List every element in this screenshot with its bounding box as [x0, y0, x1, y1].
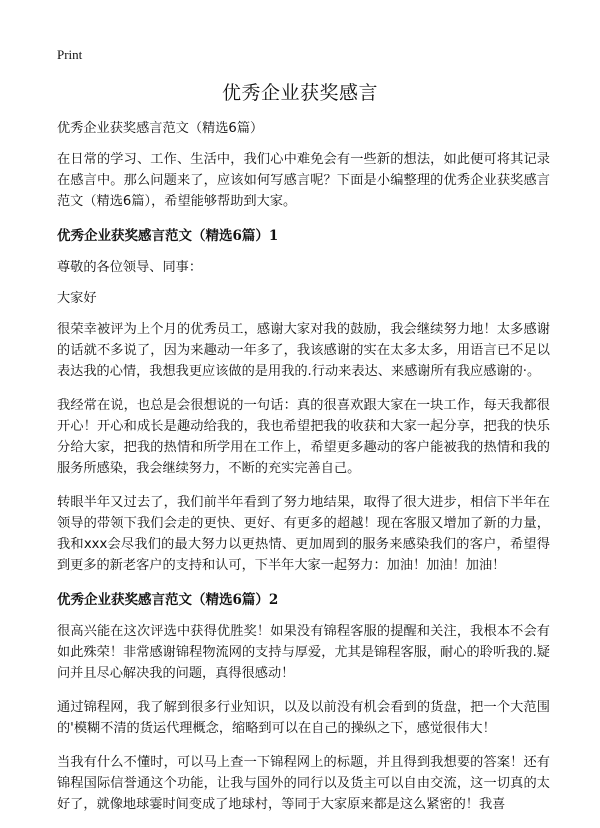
paragraph: 很荣幸被评为上个月的优秀员工，感谢大家对我的鼓励，我会继续努力地！太多感谢的话就不多说了，因为来趣动一年多了，我该感谢的实在太多太多，用语言已不足以表达我的心情，我想我更应该做的是用我的.行动来表达、来感谢所有我应感谢的·。: [57, 322, 550, 379]
section-2-heading: 优秀企业获奖感言范文（精选6篇）2: [57, 592, 279, 608]
paragraph: 通过锦程网，我了解到很多行业知识，以及以前没有机会看到的货盘，把一个大范围的'模糊不清的货运代理概念，缩略到可以在自己的操纵之下，感觉很伟大！: [57, 700, 550, 736]
greeting: 大家好: [57, 291, 97, 306]
page-title: 优秀企业获奖感言: [221, 82, 378, 104]
intro-paragraph: 在日常的学习、工作、生活中，我们心中难免会有一些新的想法，如此便可将其记录在感言中。那么问题来了，应该如何写感言呢？下面是小编整理的优秀企业获奖感言范文（精选6篇），希望能够帮助到大家。: [57, 152, 550, 209]
print-link[interactable]: Print: [57, 47, 83, 62]
article-subtitle: 优秀企业获奖感言范文（精选6篇）: [57, 121, 264, 136]
paragraph: 当我有什么不懂时，可以马上查一下锦程网上的标题，并且得到我想要的答案！还有锦程国际信誉通这个功能，让我与国外的同行以及货主可以自由交流，这一切真的太好了，就像地球霎时间变成了地球村，等同于大家原来都是这么紧密的！我喜: [57, 755, 550, 812]
section-1-heading: 优秀企业获奖感言范文（精选6篇）1: [57, 228, 279, 244]
paragraph: 很高兴能在这次评选中获得优胜奖！如果没有锦程客服的提醒和关注，我根本不会有如此殊荣！非常感谢锦程物流网的支持与厚爱，尤其是锦程客服，耐心的聆听我的.疑问并且尽心解决我的问题，真得很感动！: [57, 624, 550, 681]
paragraph: 我经常在说，也总是会很想说的一句话：真的很喜欢跟大家在一块工作，每天我都很开心！开心和成长是趣动给我的，我也希望把我的收获和大家一起分享，把我的快乐分给大家，把我的热情和所学用在工作上，希望更多趣动的客户能被我的热情和我的服务所感染，我会继续努力，不断的充实完善自己。: [57, 398, 550, 476]
article-body: [57, 118, 550, 815]
salutation: 尊敬的各位领导、同事：: [57, 260, 203, 275]
paragraph: 转眼半年又过去了，我们前半年看到了努力地结果，取得了很大进步，相信下半年在领导的带领下我们会走的更快、更好、有更多的超越！现在客服又增加了新的力量，我和xxx会尽我们的最大努力以更热情、更加周到的服务来感染我们的客户，希望得到更多的新老客户的支持和认可，下半年大家一起努力：加油！加油！加油！: [57, 495, 550, 573]
